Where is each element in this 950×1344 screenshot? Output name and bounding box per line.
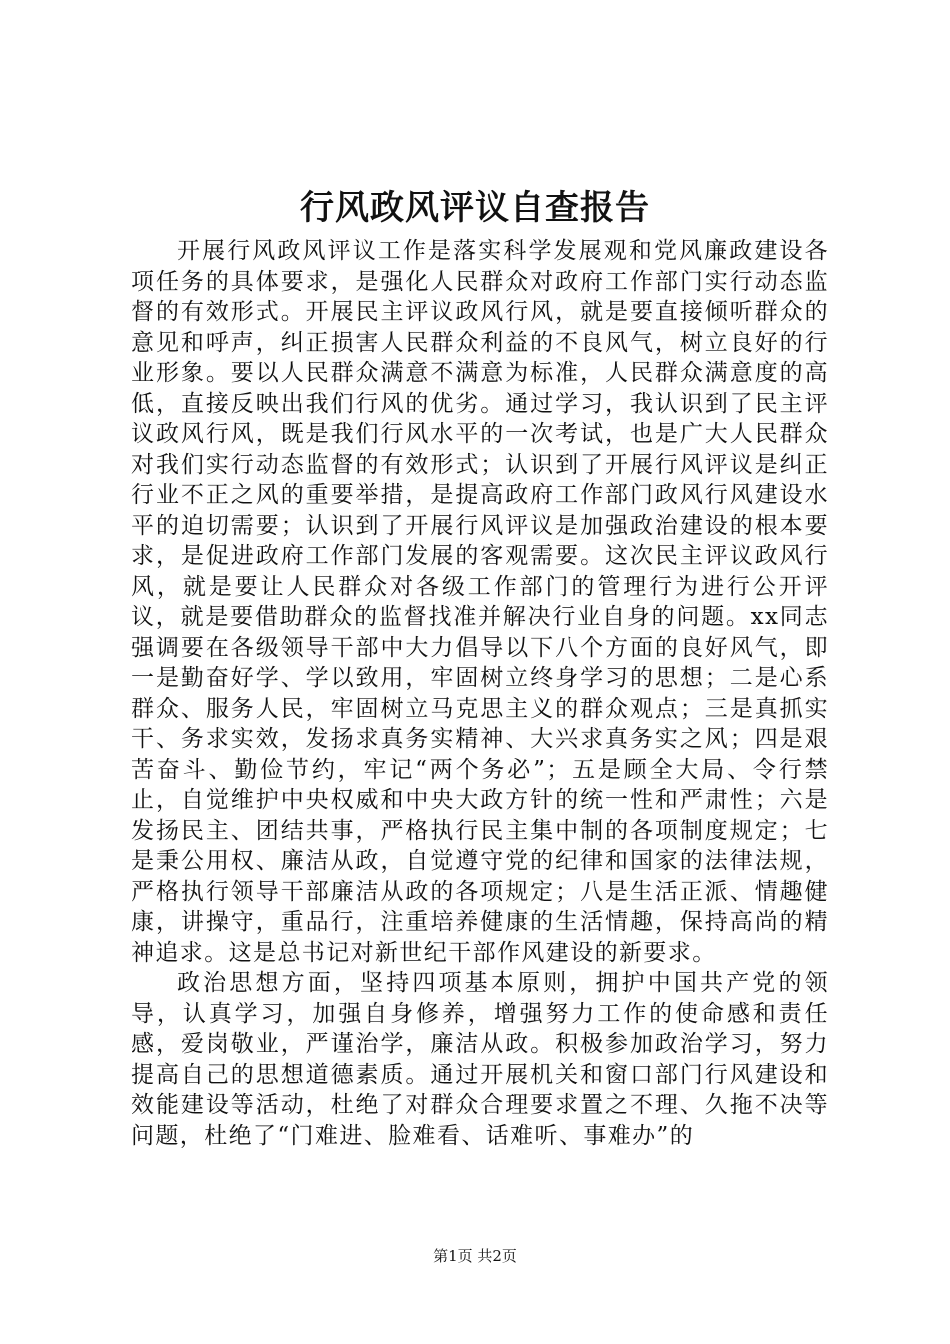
paragraph-2: 政治思想方面，坚持四项基本原则，拥护中国共产党的领导，认真学习，加强自身修养，增强努力工作的使命感和责任感，爱岗敬业，严谨治学，廉洁从政。积极参加政治学习，努力提高自己的思想道德素质。通过开展机关和窗口部门行风建设和效能建设等活动，杜绝了对群众合理要求置之不理、久拖不决等问题，杜绝了“门难进、脸难看、话难听、事难办”的 (131, 970, 829, 1149)
document-body (131, 236, 829, 1151)
document-title: 行风政风评议自查报告 (300, 188, 650, 228)
paragraph-1: 开展行风政风评议工作是落实科学发展观和党风廉政建设各项任务的具体要求，是强化人民群众对政府工作部门实行动态监督的有效形式。开展民主评议政风行风，就是要直接倾听群众的意见和呼声，纠正损害人民群众利益的不良风气，树立良好的行业形象。要以人民群众满意不满意为标准，人民群众满意度的高低，直接反映出我们行风的优劣。通过学习，我认识到了民主评议政风行风，既是我们行风水平的一次考试，也是广大人民群众对我们实行动态监督的有效形式；认识到了开展行风评议是纠正行业不正之风的重要举措，是提高政府工作部门政风行风建设水平的迫切需要；认识到了开展行风评议是加强政治建设的根本要求，是促进政府工作部门发展的客观需要。这次民主评议政风行风，就是要让人民群众对各级工作部门的管理行为进行公开评议，就是要借助群众的监督找准并解决行业自身的问题。xx同志强调要在各级领导干部中大力倡导以下八个方面的良好风气，即一是勤奋好学、学以致用，牢固树立终身学习的思想；二是心系群众、服务人民，牢固树立马克思主义的群众观点；三是真抓实干、务求实效，发扬求真务实精神、大兴求真务实之风；四是艰苦奋斗、勤俭节约，牢记“两个务必”；五是顾全大局、令行禁止，自觉维护中央权威和中央大政方针的统一性和严肃性；六是发扬民主、团结共事，严格执行民主集中制的各项制度规定；七是秉公用权、廉洁从政，自觉遵守党的纪律和国家的法律法规，严格执行领导干部廉洁从政的各项规定；八是生活正派、情趣健康，讲操守，重品行，注重培养健康的生活情趣，保持高尚的精神追求。这是总书记对新世纪干部作风建设的新要求。 (131, 238, 829, 966)
page-number-footer: 第1页 共2页 (433, 1247, 517, 1265)
